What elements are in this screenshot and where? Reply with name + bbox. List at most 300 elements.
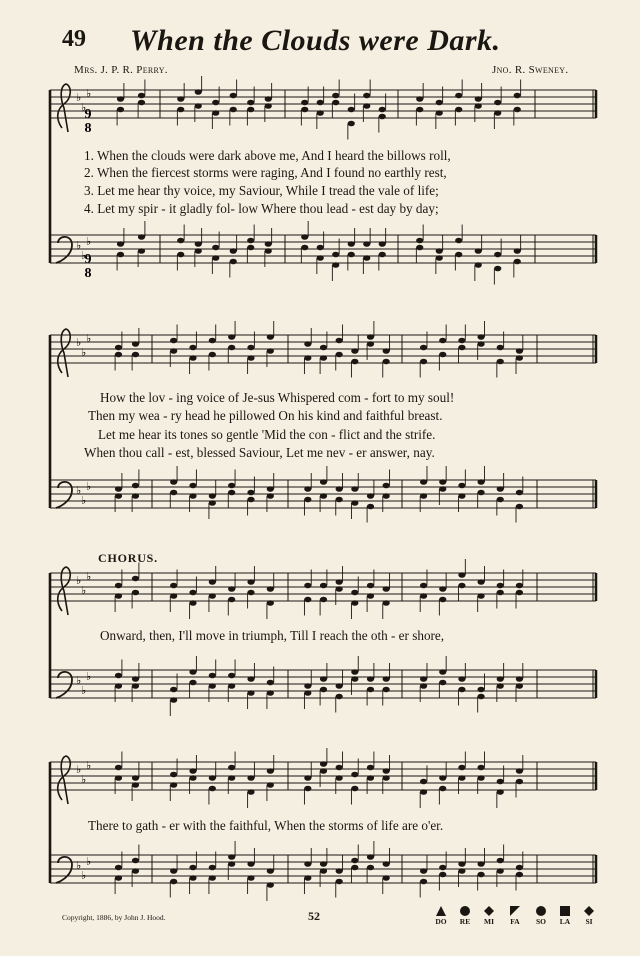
note-head <box>132 868 139 874</box>
note-head <box>212 100 219 106</box>
note-head <box>230 259 237 265</box>
note-head <box>383 875 390 881</box>
note-head <box>132 676 139 682</box>
note-head <box>348 252 355 258</box>
note-head <box>247 238 254 244</box>
note-head <box>189 493 196 499</box>
note-head <box>189 875 196 881</box>
note-head <box>115 493 122 499</box>
note-head <box>212 245 219 251</box>
time-signature-bottom: 8 <box>84 121 92 136</box>
note-head <box>317 245 324 251</box>
note-head <box>228 345 235 351</box>
note-head <box>304 861 311 867</box>
note-head <box>320 676 327 682</box>
note-head <box>336 497 343 503</box>
note-head <box>189 669 196 675</box>
note-head <box>336 694 343 700</box>
note-head <box>132 775 139 781</box>
note-head <box>115 583 122 589</box>
note-head <box>458 493 465 499</box>
note-head <box>363 103 370 109</box>
composer-credit: Jno. R. Sweney. <box>492 64 569 76</box>
note-head <box>497 359 504 365</box>
note-head <box>420 683 427 689</box>
note-head <box>209 786 216 792</box>
note-head <box>170 583 177 589</box>
flat-sign: ♭ <box>81 101 87 114</box>
note-head <box>267 348 274 354</box>
note-head <box>177 107 184 113</box>
note-head <box>439 338 446 344</box>
note-head <box>351 669 358 675</box>
note-head <box>383 861 390 867</box>
note-head <box>209 683 216 689</box>
note-head <box>516 768 523 774</box>
note-head <box>265 96 272 102</box>
note-head <box>138 100 145 106</box>
verse-2-line-2: Then my wea - ry head he pillowed On his kind and faithful breast. <box>88 408 443 423</box>
note-head <box>301 107 308 113</box>
note-head <box>320 868 327 874</box>
note-head <box>115 775 122 781</box>
note-head <box>336 765 343 771</box>
flat-sign: ♭ <box>86 332 92 345</box>
note-head <box>189 865 196 871</box>
note-head <box>115 593 122 599</box>
note-head <box>516 355 523 361</box>
note-head <box>497 486 504 492</box>
note-head <box>516 683 523 689</box>
note-head <box>209 673 216 679</box>
note-head <box>458 676 465 682</box>
note-head <box>304 786 311 792</box>
note-head <box>497 683 504 689</box>
note-head <box>228 673 235 679</box>
note-head <box>209 593 216 599</box>
note-head <box>320 493 327 499</box>
note-head <box>320 479 327 485</box>
note-head <box>247 355 254 361</box>
note-head <box>420 676 427 682</box>
note-head <box>367 583 374 589</box>
flat-sign: ♭ <box>76 574 82 587</box>
note-head <box>383 676 390 682</box>
note-head <box>514 259 521 265</box>
note-head <box>383 483 390 489</box>
note-head <box>514 248 521 254</box>
note-head <box>228 861 235 867</box>
note-head <box>383 348 390 354</box>
note-head <box>367 854 374 860</box>
flat-sign: ♭ <box>86 855 92 868</box>
note-head <box>115 345 122 351</box>
note-head <box>209 865 216 871</box>
note-head <box>439 597 446 603</box>
flat-sign: ♭ <box>86 87 92 100</box>
note-head <box>228 775 235 781</box>
solfa-re: RE <box>454 906 476 926</box>
note-head <box>367 676 374 682</box>
note-head <box>320 583 327 589</box>
note-head <box>138 93 145 99</box>
note-head <box>115 352 122 358</box>
note-head <box>267 882 274 888</box>
note-head <box>477 765 484 771</box>
note-head <box>132 858 139 864</box>
note-head <box>228 586 235 592</box>
note-head <box>420 345 427 351</box>
note-head <box>420 493 427 499</box>
note-head <box>115 683 122 689</box>
note-head <box>332 93 339 99</box>
note-head <box>351 858 358 864</box>
flat-sign: ♭ <box>86 759 92 772</box>
note-head <box>439 352 446 358</box>
note-head <box>267 486 274 492</box>
note-head <box>494 252 501 258</box>
note-head <box>436 255 443 261</box>
note-head <box>497 779 504 785</box>
note-head <box>230 107 237 113</box>
note-head <box>177 238 184 244</box>
note-head <box>212 255 219 261</box>
note-head <box>439 786 446 792</box>
flat-sign: ♭ <box>76 484 82 497</box>
note-head <box>115 865 122 871</box>
note-head <box>209 338 216 344</box>
note-head <box>189 590 196 596</box>
note-head <box>304 486 311 492</box>
flat-sign: ♭ <box>86 570 92 583</box>
note-head <box>332 100 339 106</box>
note-head <box>455 252 462 258</box>
verse-3-line-2: Let me hear its tones so gentle 'Mid the con - flict and the strife. <box>98 427 436 442</box>
note-head <box>317 255 324 261</box>
note-head <box>115 486 122 492</box>
solfa-si: SI <box>578 906 600 926</box>
note-head <box>209 875 216 881</box>
note-head <box>132 493 139 499</box>
verse-1-line-1: 1. When the clouds were dark above me, And I heard the billows roll, <box>84 148 451 163</box>
note-head <box>267 680 274 686</box>
solfa-fa: FA <box>504 906 526 926</box>
note-head <box>336 775 343 781</box>
note-head <box>228 490 235 496</box>
note-head <box>436 110 443 116</box>
note-head <box>497 858 504 864</box>
note-head <box>367 865 374 871</box>
note-head <box>195 241 202 247</box>
note-head <box>230 248 237 254</box>
note-head <box>332 252 339 258</box>
note-head <box>351 865 358 871</box>
note-head <box>132 576 139 582</box>
note-head <box>383 600 390 606</box>
note-head <box>367 687 374 693</box>
note-head <box>351 348 358 354</box>
note-head <box>516 779 523 785</box>
note-head <box>379 241 386 247</box>
note-head <box>132 683 139 689</box>
note-head <box>336 879 343 885</box>
note-head <box>477 490 484 496</box>
note-head <box>351 359 358 365</box>
page-number: 49 <box>62 26 86 52</box>
solfa-do: DO <box>430 906 452 926</box>
note-head <box>439 586 446 592</box>
note-head <box>267 600 274 606</box>
note-head <box>320 355 327 361</box>
note-head <box>189 680 196 686</box>
note-head <box>497 676 504 682</box>
note-head <box>348 121 355 127</box>
note-head <box>458 861 465 867</box>
note-head <box>420 359 427 365</box>
note-head <box>516 872 523 878</box>
note-head <box>267 782 274 788</box>
note-head <box>363 241 370 247</box>
note-head <box>439 872 446 878</box>
note-head <box>477 687 484 693</box>
note-head <box>351 500 358 506</box>
note-head <box>115 875 122 881</box>
note-head <box>458 775 465 781</box>
note-head <box>170 490 177 496</box>
note-head <box>320 861 327 867</box>
note-head <box>516 676 523 682</box>
note-head <box>367 341 374 347</box>
note-head <box>477 341 484 347</box>
note-head <box>351 600 358 606</box>
note-head <box>170 782 177 788</box>
copyright-notice: Copyright, 1886, by John J. Hood. <box>62 913 166 922</box>
note-head <box>115 765 122 771</box>
note-head <box>317 100 324 106</box>
note-head <box>247 490 254 496</box>
note-head <box>383 493 390 499</box>
note-head <box>195 248 202 254</box>
note-head <box>267 868 274 874</box>
flat-sign: ♭ <box>76 859 82 872</box>
note-head <box>304 355 311 361</box>
note-head <box>363 93 370 99</box>
note-head <box>228 483 235 489</box>
flat-sign: ♭ <box>86 480 92 493</box>
note-head <box>115 673 122 679</box>
note-head <box>189 600 196 606</box>
note-head <box>475 96 482 102</box>
note-head <box>170 879 177 885</box>
note-head <box>170 479 177 485</box>
note-head <box>247 107 254 113</box>
flat-sign: ♭ <box>76 239 82 252</box>
verse-4-line-2: When thou call - est, blessed Saviour, Let me nev - er answer, nay. <box>84 445 435 460</box>
note-head <box>383 359 390 365</box>
note-head <box>477 694 484 700</box>
note-head <box>209 500 216 506</box>
note-head <box>138 234 145 240</box>
note-head <box>439 486 446 492</box>
note-head <box>247 861 254 867</box>
note-head <box>436 100 443 106</box>
flat-sign: ♭ <box>86 235 92 248</box>
note-head <box>514 93 521 99</box>
note-head <box>304 683 311 689</box>
note-head <box>189 345 196 351</box>
note-head <box>367 765 374 771</box>
note-head <box>477 872 484 878</box>
note-head <box>516 590 523 596</box>
verse-4-line-1: 4. Let my spir - it gladly fol- low Where thou lead - est day by day; <box>84 201 439 216</box>
note-head <box>497 868 504 874</box>
note-head <box>301 100 308 106</box>
note-head <box>247 775 254 781</box>
footer-page-number: 52 <box>308 909 320 923</box>
note-head <box>209 493 216 499</box>
note-head <box>230 93 237 99</box>
note-head <box>132 341 139 347</box>
note-head <box>317 110 324 116</box>
note-head <box>477 579 484 585</box>
note-head <box>117 252 124 258</box>
chorus-line-1: Onward, then, I'll move in triumph, Till I reach the oth - er shore, <box>100 628 445 643</box>
note-head <box>195 103 202 109</box>
note-head <box>304 583 311 589</box>
note-head <box>516 348 523 354</box>
flat-sign: ♭ <box>81 249 87 262</box>
note-head <box>477 775 484 781</box>
flat-sign: ♭ <box>81 584 87 597</box>
note-head <box>516 865 523 871</box>
note-head <box>117 107 124 113</box>
time-signature-top: 9 <box>84 107 92 122</box>
note-head <box>247 789 254 795</box>
note-head <box>475 103 482 109</box>
note-head <box>497 583 504 589</box>
note-head <box>458 345 465 351</box>
treble-clef-icon <box>58 756 71 804</box>
note-head <box>458 572 465 578</box>
note-head <box>516 504 523 510</box>
note-head <box>320 761 327 767</box>
flat-sign: ♭ <box>76 91 82 104</box>
note-head <box>332 262 339 268</box>
note-head <box>267 586 274 592</box>
note-head <box>177 96 184 102</box>
note-head <box>363 255 370 261</box>
time-signature-top: 9 <box>84 252 92 267</box>
note-head <box>383 775 390 781</box>
note-head <box>228 597 235 603</box>
note-head <box>209 579 216 585</box>
note-head <box>320 345 327 351</box>
note-head <box>439 680 446 686</box>
note-head <box>265 248 272 254</box>
note-head <box>439 479 446 485</box>
note-head <box>494 100 501 106</box>
note-head <box>351 676 358 682</box>
note-head <box>497 590 504 596</box>
note-head <box>416 238 423 244</box>
flat-sign: ♭ <box>76 336 82 349</box>
note-head <box>117 241 124 247</box>
note-head <box>516 490 523 496</box>
verse-3-line-1: 3. Let me hear thy voice, my Saviour, While I tread the vale of life; <box>84 183 439 198</box>
note-head <box>267 768 274 774</box>
time-signature-bottom: 8 <box>84 266 92 281</box>
note-head <box>420 879 427 885</box>
note-head <box>117 96 124 102</box>
flat-sign: ♭ <box>76 674 82 687</box>
note-head <box>138 248 145 254</box>
note-head <box>367 504 374 510</box>
note-head <box>367 334 374 340</box>
note-head <box>304 341 311 347</box>
note-head <box>170 687 177 693</box>
note-head <box>514 107 521 113</box>
note-head <box>247 875 254 881</box>
hymn-title: When the Clouds were Dark. <box>130 24 501 57</box>
bass-clef-icon <box>56 237 72 263</box>
flat-sign: ♭ <box>81 346 87 359</box>
note-head <box>348 107 355 113</box>
note-head <box>247 100 254 106</box>
note-head <box>189 775 196 781</box>
note-head <box>170 348 177 354</box>
note-head <box>497 345 504 351</box>
note-head <box>455 238 462 244</box>
note-head <box>132 483 139 489</box>
bass-clef-icon <box>56 672 72 698</box>
note-head <box>170 338 177 344</box>
flat-sign: ♭ <box>81 494 87 507</box>
note-head <box>494 266 501 272</box>
note-head <box>189 355 196 361</box>
note-head <box>132 352 139 358</box>
note-head <box>209 775 216 781</box>
note-head <box>379 107 386 113</box>
note-head <box>228 683 235 689</box>
note-head <box>379 252 386 258</box>
note-head <box>416 107 423 113</box>
note-head <box>516 583 523 589</box>
note-head <box>336 338 343 344</box>
note-head <box>267 493 274 499</box>
solfa-so: SO <box>530 906 552 926</box>
note-head <box>247 579 254 585</box>
bass-clef-icon <box>56 857 72 883</box>
note-head <box>367 593 374 599</box>
note-head <box>477 593 484 599</box>
note-head <box>367 493 374 499</box>
note-head <box>420 779 427 785</box>
note-head <box>416 245 423 251</box>
note-head <box>228 854 235 860</box>
flat-sign: ♭ <box>81 869 87 882</box>
note-head <box>228 334 235 340</box>
note-head <box>477 479 484 485</box>
note-head <box>383 586 390 592</box>
note-head <box>336 868 343 874</box>
note-head <box>475 262 482 268</box>
note-head <box>247 676 254 682</box>
note-head <box>320 768 327 774</box>
note-head <box>247 345 254 351</box>
note-head <box>455 93 462 99</box>
chorus-line-2: There to gath - er with the faithful, When the storms of life are o'er. <box>88 818 444 833</box>
note-head <box>267 334 274 340</box>
